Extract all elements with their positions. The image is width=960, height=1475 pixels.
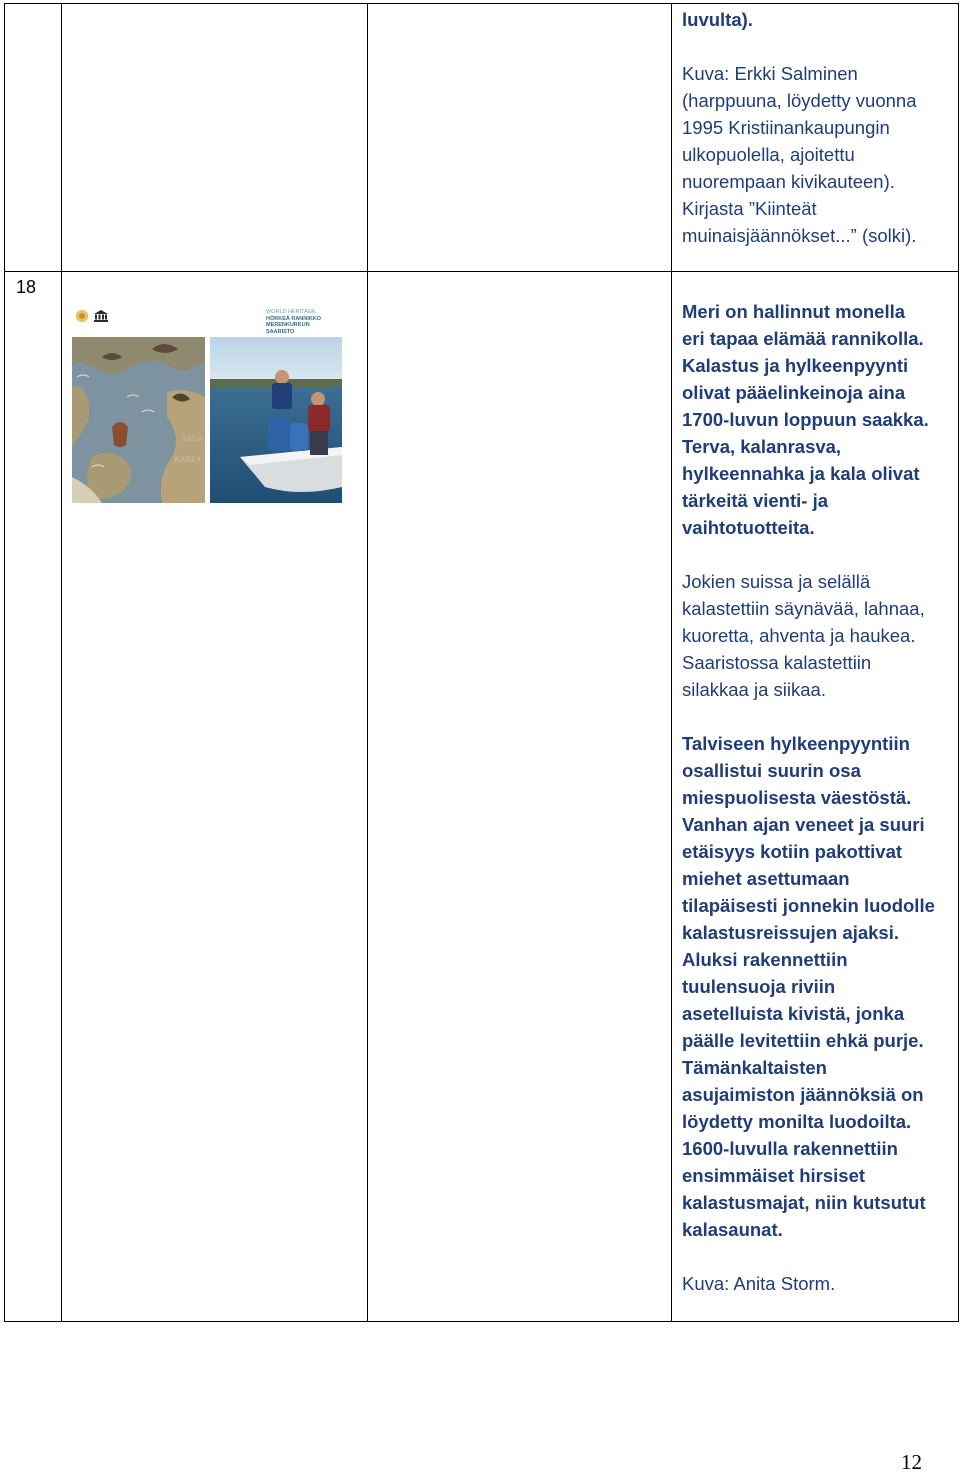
text-line: 1700-luvun loppuun saakka. xyxy=(682,409,929,430)
slide-title-line: MERENKURKUN xyxy=(266,322,310,328)
text-cell xyxy=(672,272,959,1322)
text-line: osallistui suurin osa xyxy=(682,760,861,781)
unesco-temple-icon xyxy=(94,310,108,322)
heritage-emblem-icon xyxy=(76,310,88,322)
text-line: kuoretta, ahventa ja haukea. xyxy=(682,625,916,646)
caption-line: nuorempaan kivikauteen). xyxy=(682,171,895,192)
text-line: löydetty monilta luodoilta. xyxy=(682,1111,912,1132)
text-line: tärkeitä vienti- ja xyxy=(682,490,829,511)
text-line: ensimmäiset hirsiset xyxy=(682,1165,866,1186)
caption-line: Kirjasta ”Kiinteät xyxy=(682,198,817,219)
text-line: asetelluista kivistä, jonka xyxy=(682,1003,905,1024)
text-line: Aluksi rakennettiin xyxy=(682,949,848,970)
text-line: miespuolisesta väestöstä. xyxy=(682,787,912,808)
text-line: hylkeennahka ja kala olivat xyxy=(682,463,920,484)
page-number: 12 xyxy=(901,1450,922,1474)
number-cell xyxy=(5,272,62,1322)
text-line: vaihtotuotteita. xyxy=(682,517,815,538)
table-row xyxy=(5,4,959,272)
fishermen-photo xyxy=(210,337,342,503)
logo-row xyxy=(76,310,108,322)
slide-title-line: SAARISTO xyxy=(266,328,295,335)
text-line: Vanhan ajan veneet ja suuri xyxy=(682,814,925,835)
text-line: Talviseen hylkeenpyyntiin xyxy=(682,733,910,754)
text-line: Jokien suissa ja selällä xyxy=(682,571,871,592)
notes-cell xyxy=(368,272,672,1322)
map-label: SALA xyxy=(182,434,203,443)
text-line: kalastusreissujen ajaksi. xyxy=(682,922,899,943)
slide-thumbnail xyxy=(62,272,362,512)
caption-line: (harppuuna, löydetty vuonna xyxy=(682,90,917,111)
table-row xyxy=(5,272,959,1322)
text-line: Tämänkaltaisten xyxy=(682,1057,827,1078)
text-cell xyxy=(672,4,959,272)
slide-title-line: HÖRKEÄ RANNIKKO xyxy=(266,315,321,322)
paragraph-sealing xyxy=(682,730,952,1243)
text-line: Terva, kalanrasva, xyxy=(682,436,842,457)
text-line: tilapäisesti jonnekin luodolle xyxy=(682,895,935,916)
notes-cell xyxy=(368,4,672,272)
slide-number: 18 xyxy=(16,277,37,297)
caption-line: muinaisjäännökset...” (solki). xyxy=(682,225,917,246)
document-table xyxy=(4,3,959,1322)
slide-title xyxy=(266,309,352,335)
text-line: päälle levitettiin ehkä purje. xyxy=(682,1030,924,1051)
slide-title-line: WORLD HERITAGE xyxy=(266,309,316,315)
text-line: olivat pääelinkeinoja aina xyxy=(682,382,906,403)
text-line: asujaimiston jäännöksiä on xyxy=(682,1084,924,1105)
caption-line: ulkopuolella, ajoitettu xyxy=(682,144,855,165)
number-cell xyxy=(5,4,62,272)
text-line: Saaristossa kalastettiin xyxy=(682,652,872,673)
paragraph-fish xyxy=(682,568,952,703)
text-line: kalastettiin säynävää, lahnaa, xyxy=(682,598,925,619)
text-line: luvulta). xyxy=(682,9,753,30)
paragraph-history xyxy=(682,298,952,541)
text-line: kalastusmajat, niin kutsutut xyxy=(682,1192,926,1213)
text-line: silakkaa ja siikaa. xyxy=(682,679,826,700)
old-map-image xyxy=(72,337,205,503)
caption-line: Kuva: Erkki Salminen xyxy=(682,63,858,84)
caption-line: 1995 Kristiinankaupungin xyxy=(682,117,890,138)
text-line: etäisyys kotiin pakottivat xyxy=(682,841,903,862)
text-line: tuulensuoja riviin xyxy=(682,976,836,997)
map-label: KARLA xyxy=(174,455,202,464)
text-line: miehet asettumaan xyxy=(682,868,850,889)
text-line: Kalastus ja hylkeenpyynti xyxy=(682,355,909,376)
photo-credit: Kuva: Anita Storm. xyxy=(682,1273,836,1294)
text-line: 1600-luvulla rakennettiin xyxy=(682,1138,898,1159)
text-line: kalasaunat. xyxy=(682,1219,783,1240)
text-line: eri tapaa elämää rannikolla. xyxy=(682,328,924,349)
slide-cell xyxy=(62,272,368,1322)
slide-cell xyxy=(62,4,368,272)
text-line: Meri on hallinnut monella xyxy=(682,301,906,322)
